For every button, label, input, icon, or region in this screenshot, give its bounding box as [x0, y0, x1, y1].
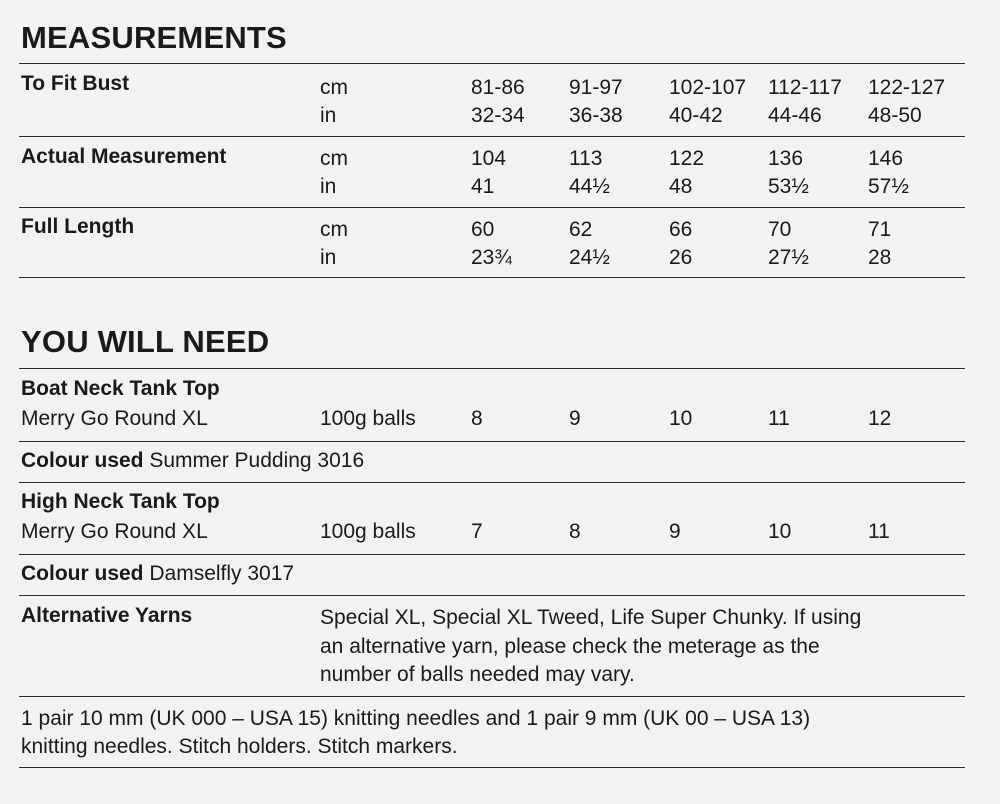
row-label-full-length: Full Length [21, 215, 135, 238]
unit-in: in [320, 246, 337, 269]
ball-count: 8 [569, 520, 581, 543]
alternative-yarns-text-3: number of balls needed may vary. [320, 663, 635, 686]
size-value: 23¾ [471, 246, 512, 269]
unit-cm: cm [320, 218, 348, 241]
size-value: 44-46 [768, 104, 822, 127]
size-value: 66 [669, 218, 693, 241]
high-neck-title: High Neck Tank Top [21, 490, 220, 513]
size-value: 91-97 [569, 76, 623, 99]
size-value: 62 [569, 218, 593, 241]
size-value: 81-86 [471, 76, 525, 99]
size-value: 71 [868, 218, 892, 241]
size-value: 53½ [768, 175, 809, 198]
size-value: 60 [471, 218, 495, 241]
boat-neck-title: Boat Neck Tank Top [21, 377, 220, 400]
high-neck-colour-line [21, 561, 294, 587]
row-label-to-fit-bust: To Fit Bust [21, 72, 130, 95]
ball-count: 8 [471, 407, 483, 430]
size-value: 122-127 [868, 76, 946, 99]
size-value: 27½ [768, 246, 809, 269]
divider [19, 368, 965, 369]
size-value: 70 [768, 218, 792, 241]
divider [19, 767, 965, 768]
size-value: 122 [669, 147, 705, 170]
size-value: 36-38 [569, 104, 623, 127]
unit-cm: cm [320, 76, 348, 99]
boat-neck-colour-line [21, 448, 364, 474]
size-value: 28 [868, 246, 892, 269]
size-value: 32-34 [471, 104, 525, 127]
alternative-yarns-text-2: an alternative yarn, please check the meterage as the [320, 635, 820, 658]
ball-count: 11 [868, 520, 890, 543]
size-value: 102-107 [669, 76, 747, 99]
measurements-heading: MEASUREMENTS [21, 20, 287, 55]
ball-count: 10 [669, 407, 693, 430]
boat-neck-yarn: Merry Go Round XL [21, 407, 208, 430]
divider [19, 277, 965, 278]
needles-text-2: knitting needles. Stitch holders. Stitch markers. [21, 735, 458, 758]
size-value: 40-42 [669, 104, 723, 127]
size-value: 57½ [868, 175, 909, 198]
size-value: 26 [669, 246, 693, 269]
ball-count: 9 [569, 407, 581, 430]
colour-used-label: Colour used [21, 449, 144, 472]
unit-cm: cm [320, 147, 348, 170]
size-value: 146 [868, 147, 904, 170]
divider [19, 63, 965, 64]
colour-used-label: Colour used [21, 562, 144, 585]
you-will-need-heading: YOU WILL NEED [21, 324, 270, 359]
size-value: 113 [569, 147, 603, 170]
divider [19, 696, 965, 697]
colour-used-value: Summer Pudding 3016 [143, 449, 365, 472]
high-neck-yarn: Merry Go Round XL [21, 520, 208, 543]
row-label-actual-measurement: Actual Measurement [21, 145, 227, 168]
divider [19, 207, 965, 208]
size-value: 136 [768, 147, 804, 170]
high-neck-unit: 100g balls [320, 520, 416, 543]
alternative-yarns-text-1: Special XL, Special XL Tweed, Life Super Chunky. If using [320, 606, 862, 629]
size-value: 24½ [569, 246, 610, 269]
alternative-yarns-label: Alternative Yarns [21, 604, 193, 627]
boat-neck-unit: 100g balls [320, 407, 416, 430]
ball-count: 9 [669, 520, 681, 543]
size-value: 112-117 [768, 76, 842, 99]
size-value: 48 [669, 175, 693, 198]
needles-text-1: 1 pair 10 mm (UK 000 – USA 15) knitting needles and 1 pair 9 mm (UK 00 – USA 13) [21, 707, 811, 730]
divider [19, 136, 965, 137]
ball-count: 11 [768, 407, 790, 430]
ball-count: 7 [471, 520, 483, 543]
divider [19, 482, 965, 483]
unit-in: in [320, 104, 337, 127]
size-value: 44½ [569, 175, 610, 198]
unit-in: in [320, 175, 337, 198]
size-value: 104 [471, 147, 507, 170]
ball-count: 10 [768, 520, 792, 543]
colour-used-value: Damselfly 3017 [143, 562, 295, 585]
divider [19, 441, 965, 442]
ball-count: 12 [868, 407, 892, 430]
size-value: 48-50 [868, 104, 922, 127]
divider [19, 595, 965, 596]
size-value: 41 [471, 175, 495, 198]
divider [19, 554, 965, 555]
